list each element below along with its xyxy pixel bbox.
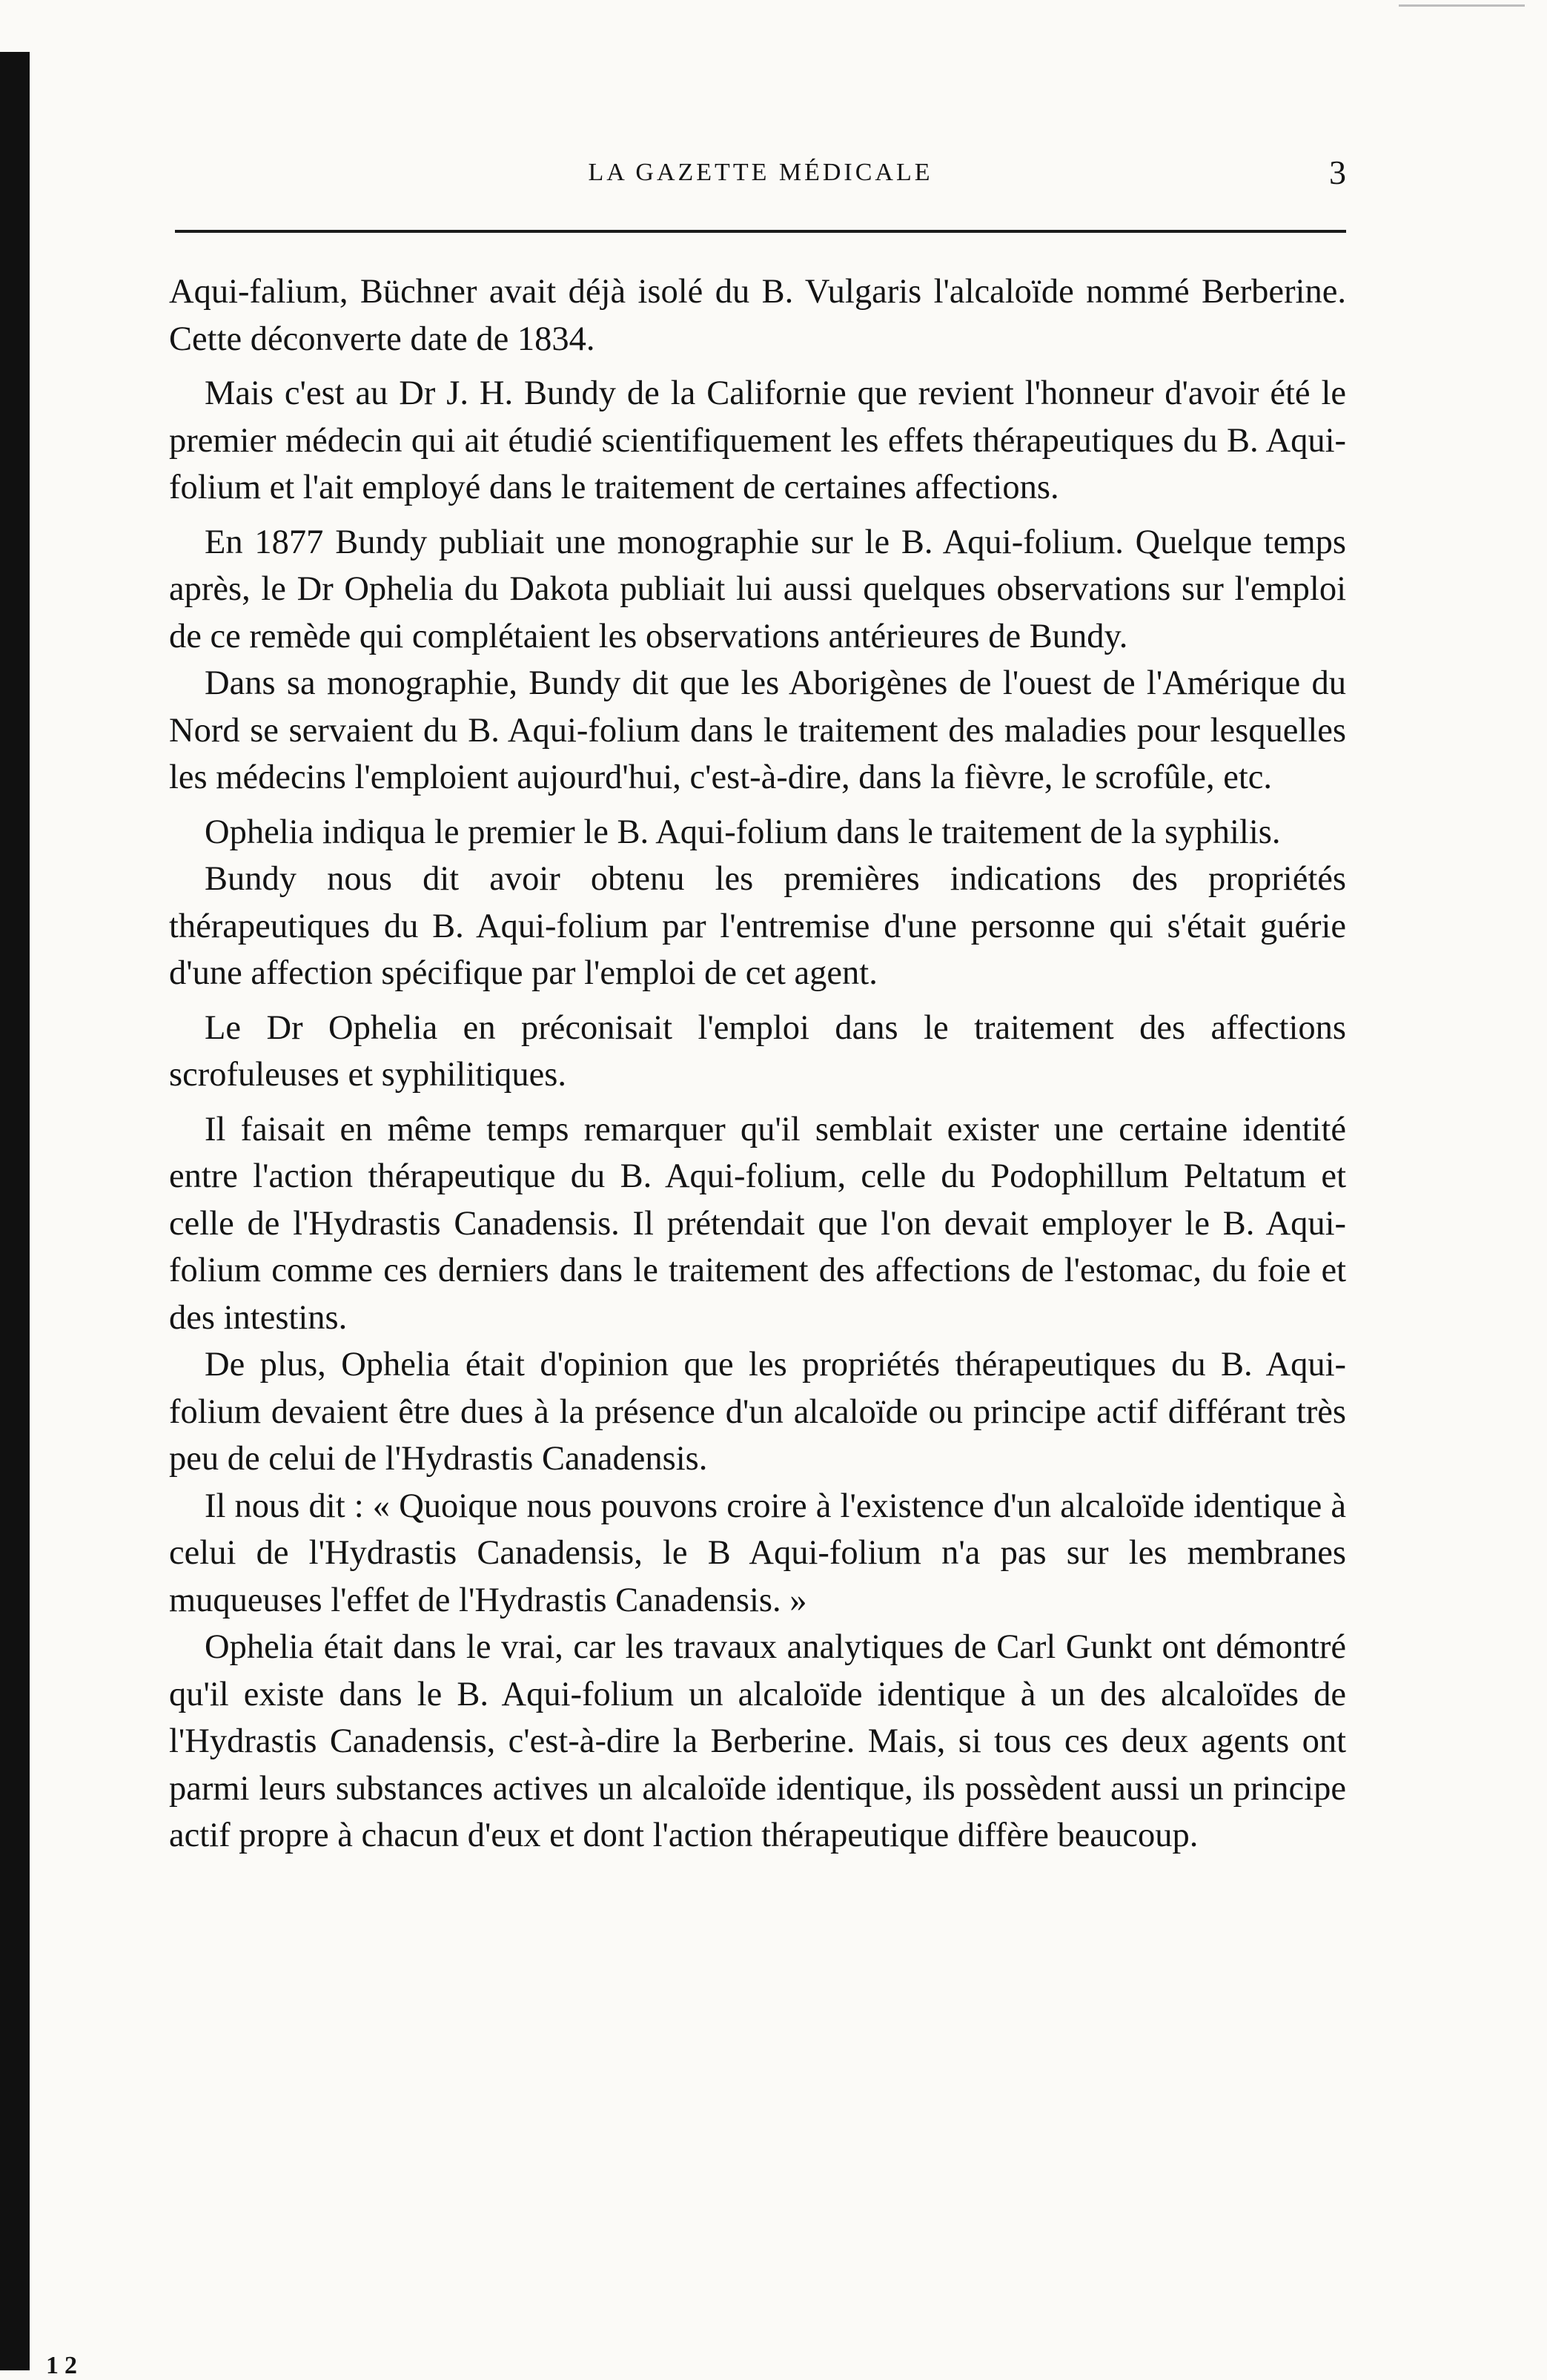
body-text [169,268,1346,1860]
running-title: LA GAZETTE MÉDICALE [588,159,933,186]
page-header [175,148,1346,200]
scan-corner-mark [1399,4,1525,7]
paragraph: Bundy nous dit avoir obtenu les premières indications des propriétés thérapeutiques du B. Aqui-folium par l'entremise d'une personne qui s'était guérie d'une affection spécifique par l'emploi de cet agent. [169,860,1346,992]
page-number: 3 [1329,153,1346,191]
book-spine-shadow [0,52,30,2370]
paragraph: En 1877 Bundy publiait une monographie sur le B. Aqui-folium. Quelque temps après, le Dr Ophelia du Dakota publiait lui aussi quelques observations sur l'emploi de ce remède qui complétaient les observations antérieures de Bundy. [169,523,1346,655]
paragraph: De plus, Ophelia était d'opinion que les propriétés thérapeutiques du B. Aqui-folium devaient être dues à la présence d'un alcaloïde ou principe actif différant très peu de celui de l'Hydrastis Canadensis. [169,1346,1346,1478]
paragraph: Mais c'est au Dr J. H. Bundy de la Californie que revient l'honneur d'avoir été le premier médecin qui ait étudié scientifiquement les effets thérapeutiques du B. Aqui-folium et l'ait employé dans le traitement de certaines affections. [169,374,1346,506]
paragraph: Le Dr Ophelia en préconisait l'emploi dans le traitement des affections scrofuleuses et syphilitiques. [169,1008,1346,1094]
paragraph: Ophelia indiqua le premier le B. Aqui-folium dans le traitement de la syphilis. [205,813,1281,851]
margin-mark: 12 [46,2352,83,2379]
paragraph: Dans sa monographie, Bundy dit que les Aborigènes de l'ouest de l'Amérique du Nord se servaient du B. Aqui-folium dans le traitement des maladies pour lesquelles les médecins l'emploient aujourd'hui, c'est-à-dire, dans la fièvre, le scrofûle, etc. [169,664,1346,796]
paragraph: Ophelia était dans le vrai, car les travaux analytiques de Carl Gunkt ont démontré qu'il existe dans le B. Aqui-folium un alcaloïde identique à un des alcaloïdes de l'Hydrastis Canadensis, c'est-à-dire la Berberine. Mais, si tous ces deux agents ont parmi leurs substances actives un alcaloïde identique, ils possèdent aussi un principe actif propre à chacun d'eux et dont l'action thérapeutique diffère beaucoup. [169,1628,1346,1854]
paragraph: Il nous dit : « Quoique nous pouvons croire à l'existence d'un alcaloïde identique à celui de l'Hydrastis Canadensis, le B Aqui-folium n'a pas sur les membranes muqueuses l'effet de l'Hydrastis Canadensis. » [169,1487,1346,1619]
header-rule [175,230,1346,233]
paragraph: Aqui-falium, Büchner avait déjà isolé du B. Vulgaris l'alcaloïde nommé Berberine. Cette déconverte date de 1834. [169,273,1346,358]
paragraph: Il faisait en même temps remarquer qu'il semblait exister une certaine identité entre l'action thérapeutique du B. Aqui-folium, celle du Podophillum Peltatum et celle de l'Hydrastis Canadensis. Il prétendait que l'on devait employer le B. Aqui-folium comme ces derniers dans le traitement des affections de l'estomac, du foie et des intestins. [169,1110,1346,1337]
